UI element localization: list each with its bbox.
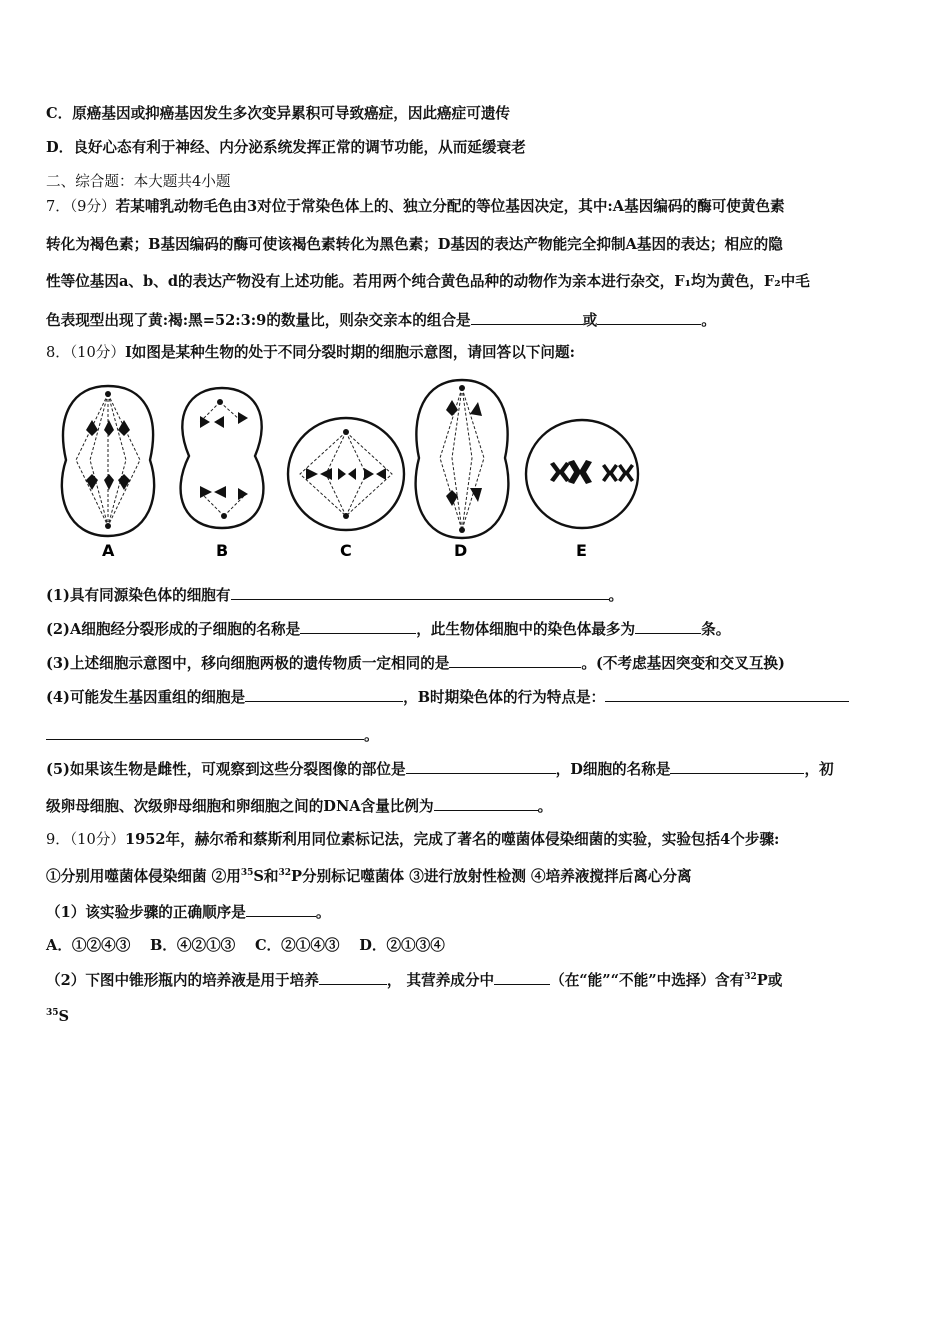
q8-3-end: 。(不考虑基因突变和交叉互换) [581, 655, 785, 672]
cell-b-membrane [181, 388, 264, 528]
q8-part-3 [46, 653, 906, 674]
q8-3-blank[interactable] [449, 653, 581, 668]
q9-steps-2: S和 [253, 868, 279, 885]
q9-2-text-e: S [58, 1008, 70, 1025]
q9-2-text-d: P或 [756, 972, 783, 989]
q9-steps-1: ①分别用噬菌体侵染细菌 ②用 [46, 868, 241, 885]
cell-label-e: E [576, 541, 587, 560]
q8-part-1 [46, 585, 906, 606]
q8-5-blank-3[interactable] [434, 796, 538, 811]
q7-end: 。 [701, 312, 716, 329]
q7-line-1 [46, 197, 906, 217]
cell-division-figure [50, 376, 650, 560]
q8-5-text: (5)如果该生物是雌性，可观察到这些分裂图像的部位是 [46, 761, 406, 778]
q8-title-line [46, 343, 906, 363]
cell-d-membrane [416, 380, 509, 538]
q7-or: 或 [582, 312, 598, 329]
q8-number: 8．（10分） [46, 344, 125, 361]
q7-line-4 [46, 310, 906, 331]
q8-2-text: (2)A细胞经分裂形成的子细胞的名称是 [46, 621, 301, 638]
q8-4-blank-2[interactable] [605, 687, 849, 702]
q9-2-sup-32: 32 [744, 972, 757, 983]
q9-1-blank[interactable] [246, 902, 316, 917]
q9-steps-3: P分别标记噬菌体 ③进行放射性检测 ④培养液搅拌后离心分离 [291, 868, 692, 885]
q9-2-blank-2[interactable] [494, 970, 550, 985]
q8-5-blank-2[interactable] [670, 759, 804, 774]
q9-1-end: 。 [315, 904, 331, 921]
q8-part-4 [46, 687, 906, 708]
q9-sup-32: 32 [278, 868, 292, 879]
option-d: D．良好心态有利于神经、内分泌系统发挥正常的调节功能，从而延缓衰老 [46, 139, 526, 156]
q8-1-end: 。 [608, 587, 624, 604]
section-heading: 二、综合题：本大题共4小题 [46, 173, 231, 190]
q8-part-4-cont [46, 725, 906, 746]
q9-2-text: （2）下图中锥形瓶内的培养液是用于培养 [46, 972, 319, 989]
q9-2-blank-1[interactable] [319, 970, 387, 985]
q8-3-text: (3)上述细胞示意图中，移向细胞两极的遗传物质一定相同的是 [46, 655, 450, 672]
cell-label-a: A [102, 541, 115, 560]
q8-2-blank-1[interactable] [300, 619, 416, 634]
q9-steps [46, 867, 906, 887]
q8-part-5-cont [46, 796, 906, 817]
cell-label-d: D [454, 541, 468, 560]
q8-title: I如图是某种生物的处于不同分裂时期的细胞示意图，请回答以下问题: [124, 344, 575, 361]
q8-5-text-c: ，初 [804, 761, 834, 778]
q9-text-1: 1952年，赫尔希和蔡斯利用同位素标记法，完成了著名的噬菌体侵染细菌的实验，实验包括4个步骤: [124, 831, 780, 848]
q9-2-text-c: （在“能”“不能”中选择）含有 [550, 972, 745, 989]
q8-2-text-b: ，此生物体细胞中的染色体最多为 [416, 621, 636, 638]
q7-text-1: 若某哺乳动物毛色由3对位于常染色体上的、独立分配的等位基因决定，其中:A基因编码的酶可使黄色素 [115, 198, 785, 215]
q8-5-blank-1[interactable] [406, 759, 556, 774]
cell-label-c: C [340, 541, 352, 560]
option-c: C．原癌基因或抑癌基因发生多次变异累积可导致癌症，因此癌症可遗传 [46, 105, 511, 122]
q9-sup-35: 35 [240, 868, 254, 879]
q9-options: A．①②④③ B．④②①③ C．②①④③ D．②①③④ [46, 937, 445, 954]
q9-part-2-cont [46, 1007, 906, 1027]
q8-5-end: 。 [537, 798, 553, 815]
q8-4-text: (4)可能发生基因重组的细胞是 [46, 689, 246, 706]
q7-answer-blank-2[interactable] [597, 310, 701, 325]
cell-label-b: B [216, 541, 229, 560]
q7-answer-blank-1[interactable] [471, 310, 583, 325]
q8-1-blank[interactable] [231, 585, 609, 600]
q8-1-text: (1)具有同源染色体的细胞有 [46, 587, 231, 604]
q9-1-text: （1）该实验步骤的正确顺序是 [46, 904, 246, 921]
q8-4-text-b: ，B时期染色体的行为特点是： [403, 689, 606, 706]
q8-4-end: 。 [364, 727, 379, 744]
q9-2-sup-35: 35 [46, 1008, 59, 1019]
q8-part-2 [46, 619, 906, 640]
q8-2-blank-2[interactable] [635, 619, 701, 634]
q8-2-end: 条。 [701, 621, 731, 638]
q8-4-blank-1[interactable] [245, 687, 403, 702]
q9-line-1 [46, 830, 906, 850]
q7-line-2: 转化为褐色素；B基因编码的酶可使该褐色素转化为黑色素；D基因的表达产物能完全抑制A基因的表达；相应的隐 [46, 236, 783, 253]
q7-number: 7．（9分） [46, 198, 116, 215]
q8-part-5 [46, 759, 906, 780]
q8-5-text-b: ，D细胞的名称是 [555, 761, 671, 778]
q9-part-2 [46, 970, 906, 991]
q7-line-3: 性等位基因a、b、d的表达产物没有上述功能。若用两个纯合黄色品种的动物作为亲本进行杂交，F₁均为黄色，F₂中毛 [46, 273, 810, 290]
q9-part-1 [46, 902, 906, 923]
q8-5-text-d: 级卵母细胞、次级卵母细胞和卵细胞之间的DNA含量比例为 [46, 798, 434, 815]
q8-4-blank-3[interactable] [46, 725, 364, 740]
q7-text-4: 色表现型出现了黄:褐:黑=52:3:9的数量比，则杂交亲本的组合是 [46, 312, 471, 329]
q9-2-text-b: ， 其营养成分中 [386, 972, 495, 989]
q9-number: 9．（10分） [46, 831, 125, 848]
